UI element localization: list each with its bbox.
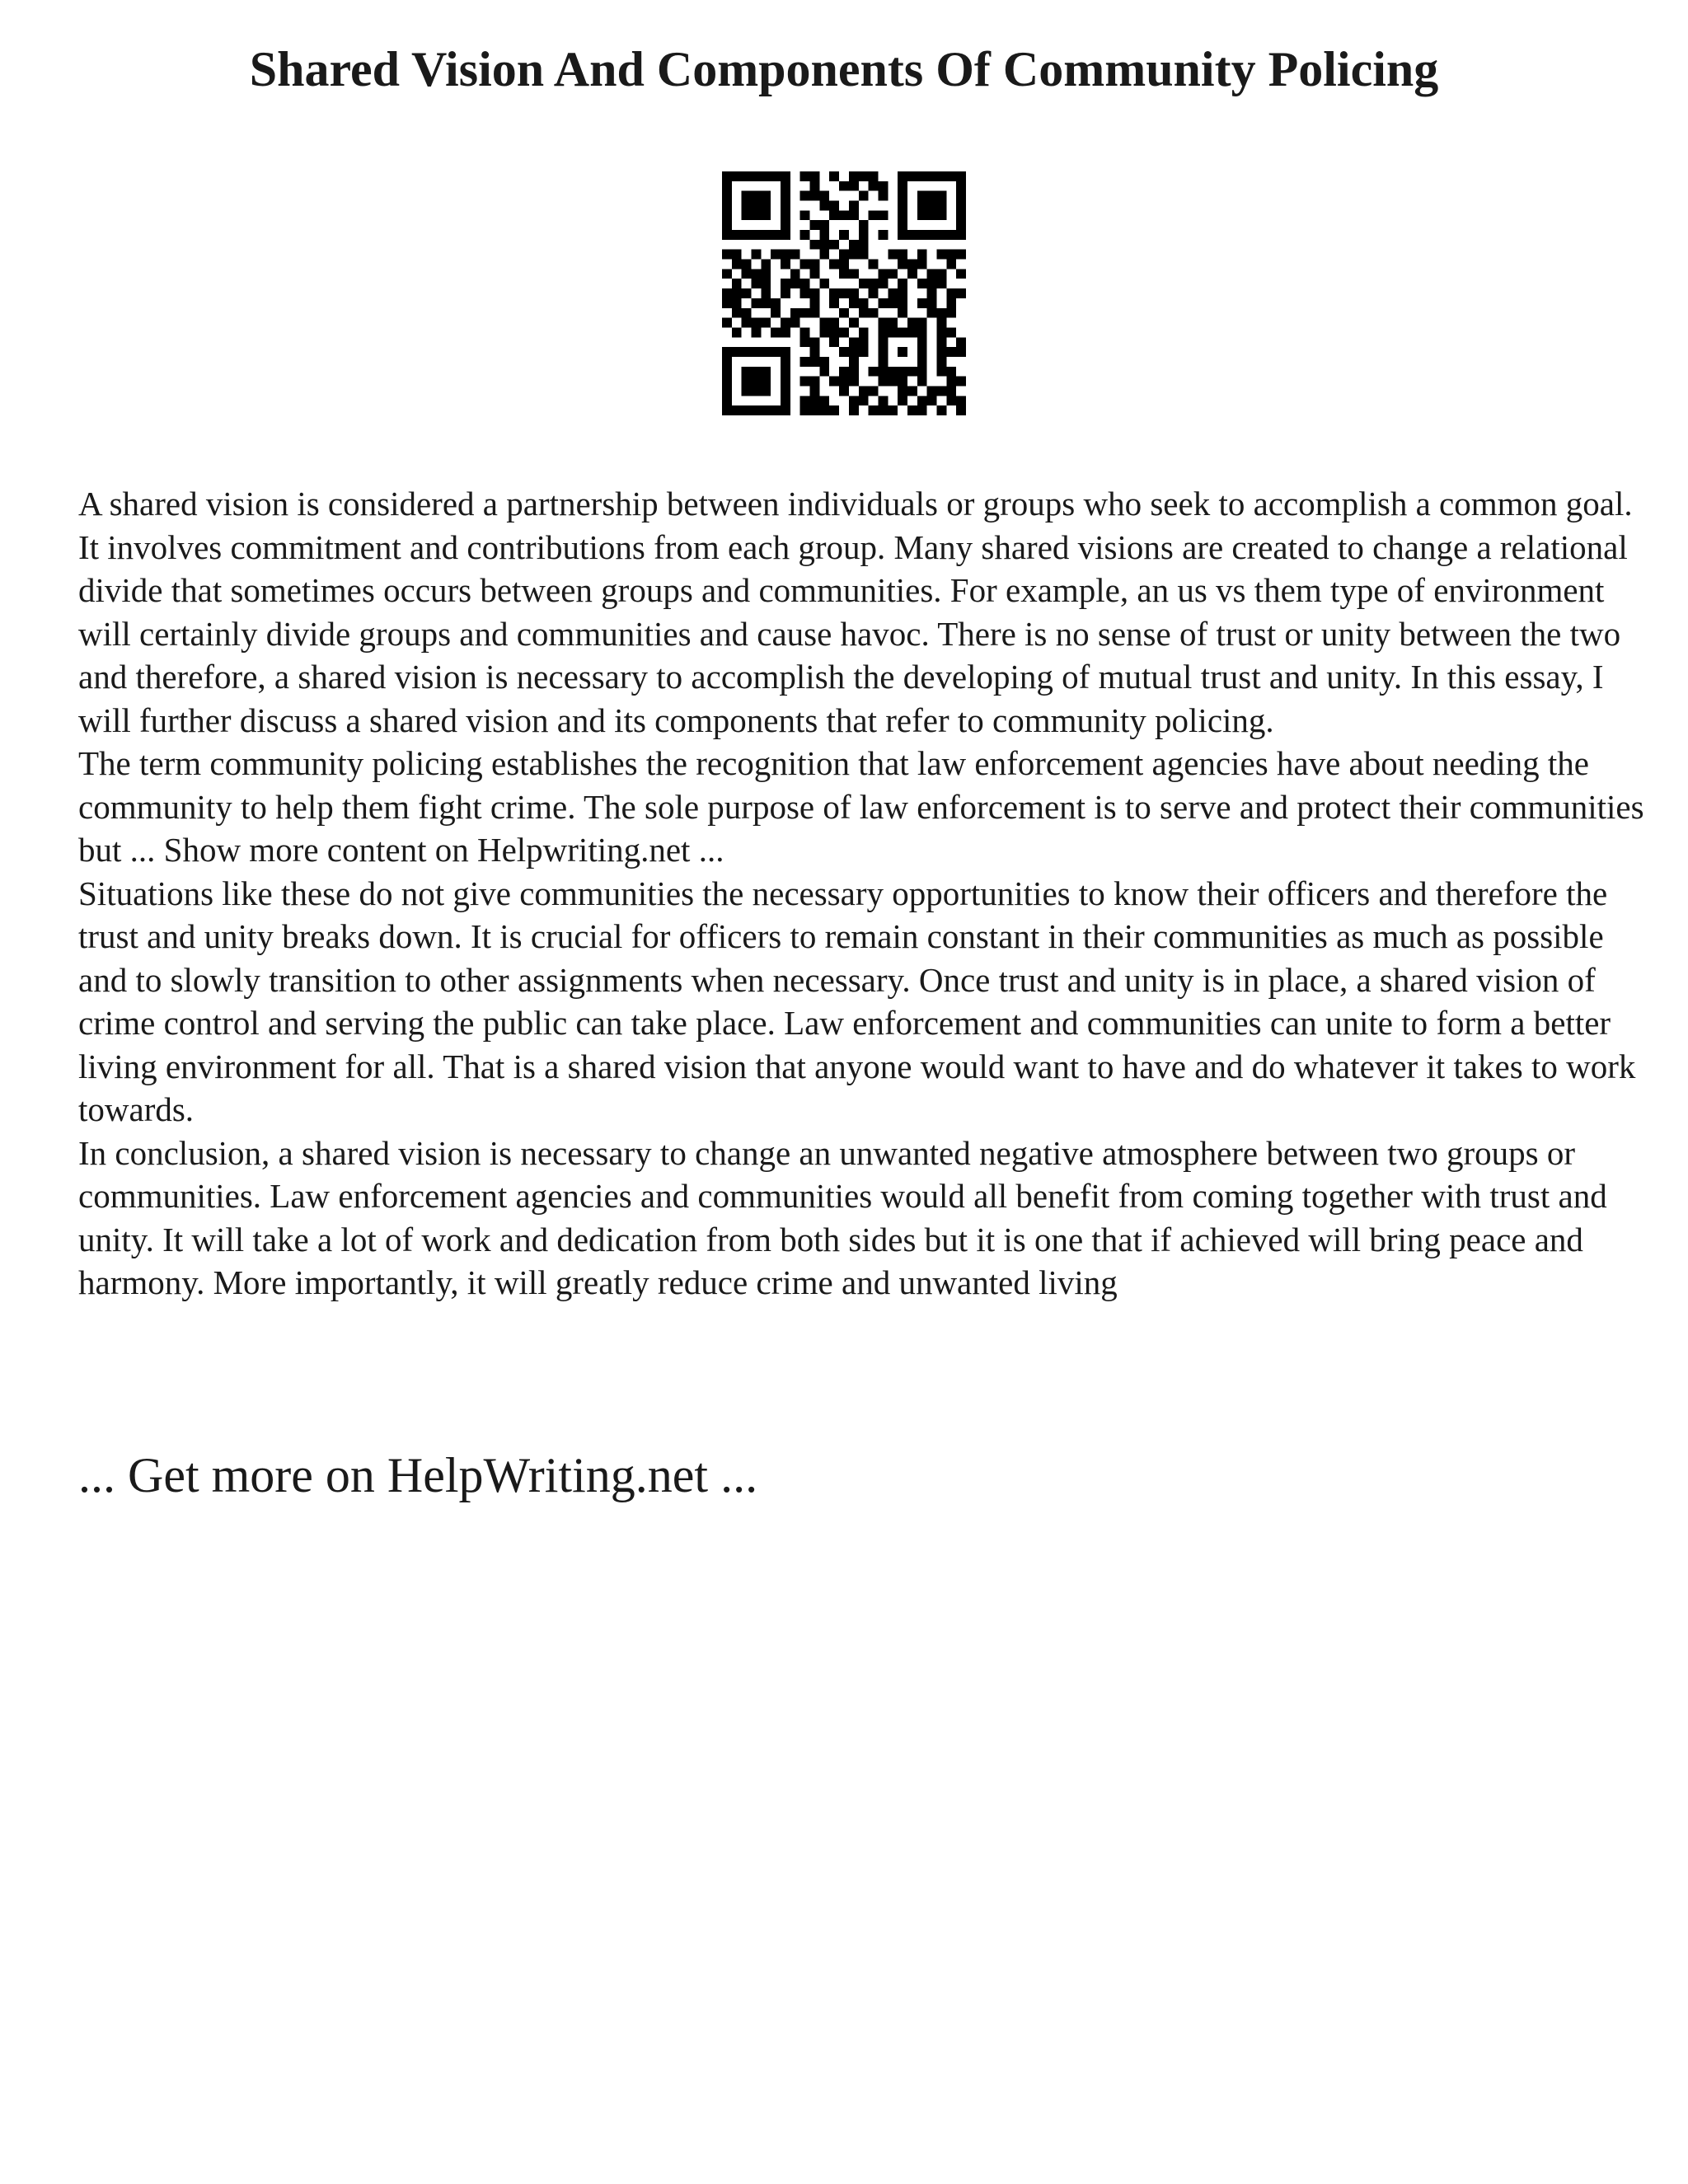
page-title: Shared Vision And Components Of Community Policing xyxy=(249,42,1439,96)
paragraph-conclusion: In conclusion, a shared vision is necessary to change an unwanted negative atmosphere between two groups or communities. Law enforcement agencies and communities would all benefit from coming together with trust and unity. It will take a lot of work and dedication from both sides but it is one that if achieved will bring peace and harmony. More importantly, it will greatly reduce crime and unwanted living xyxy=(78,1133,1607,1301)
qr-code-graphic xyxy=(722,171,966,415)
paragraph-trust-unity: Situations like these do not give communities the necessary opportunities to know their officers and therefore the trust and unity breaks down. It is crucial for officers to remain constant in their communities as much as possible and to slowly transition to other assignments when necessary. Once trust and unity is in place, a shared vision of crime control and serving the public can take place. Law enforcement and communities can unite to form a better living environment for all. That is a shared vision that anyone would want to have and do whatever it takes to work towards. xyxy=(78,874,1636,1128)
get-more-link[interactable]: ... Get more on HelpWriting.net ... xyxy=(78,1448,758,1502)
paragraph-intro: A shared vision is considered a partnership between individuals or groups who seek to accomplish a common goal. It involves commitment and contributions from each group. Many shared visions are created to change a relational divide that sometimes occurs between groups and communities. For example, an us vs them type of environment will certainly divide groups and communities and cause havoc. There is no sense of trust or unity between the two and therefore, a shared vision is necessary to accomplish the developing of mutual trust and unity. In this essay, I will further discuss a shared vision and its components that refer to community policing. xyxy=(78,485,1633,739)
qr-code-icon xyxy=(722,171,966,415)
paragraph-community-policing: The term community policing establishes the recognition that law enforcement agencies have about needing the community to help them fight crime. The sole purpose of law enforcement is to serve and protect their communities but ... Show more content on Helpwriting.net ... xyxy=(78,744,1644,869)
essay-body xyxy=(78,482,1644,1305)
